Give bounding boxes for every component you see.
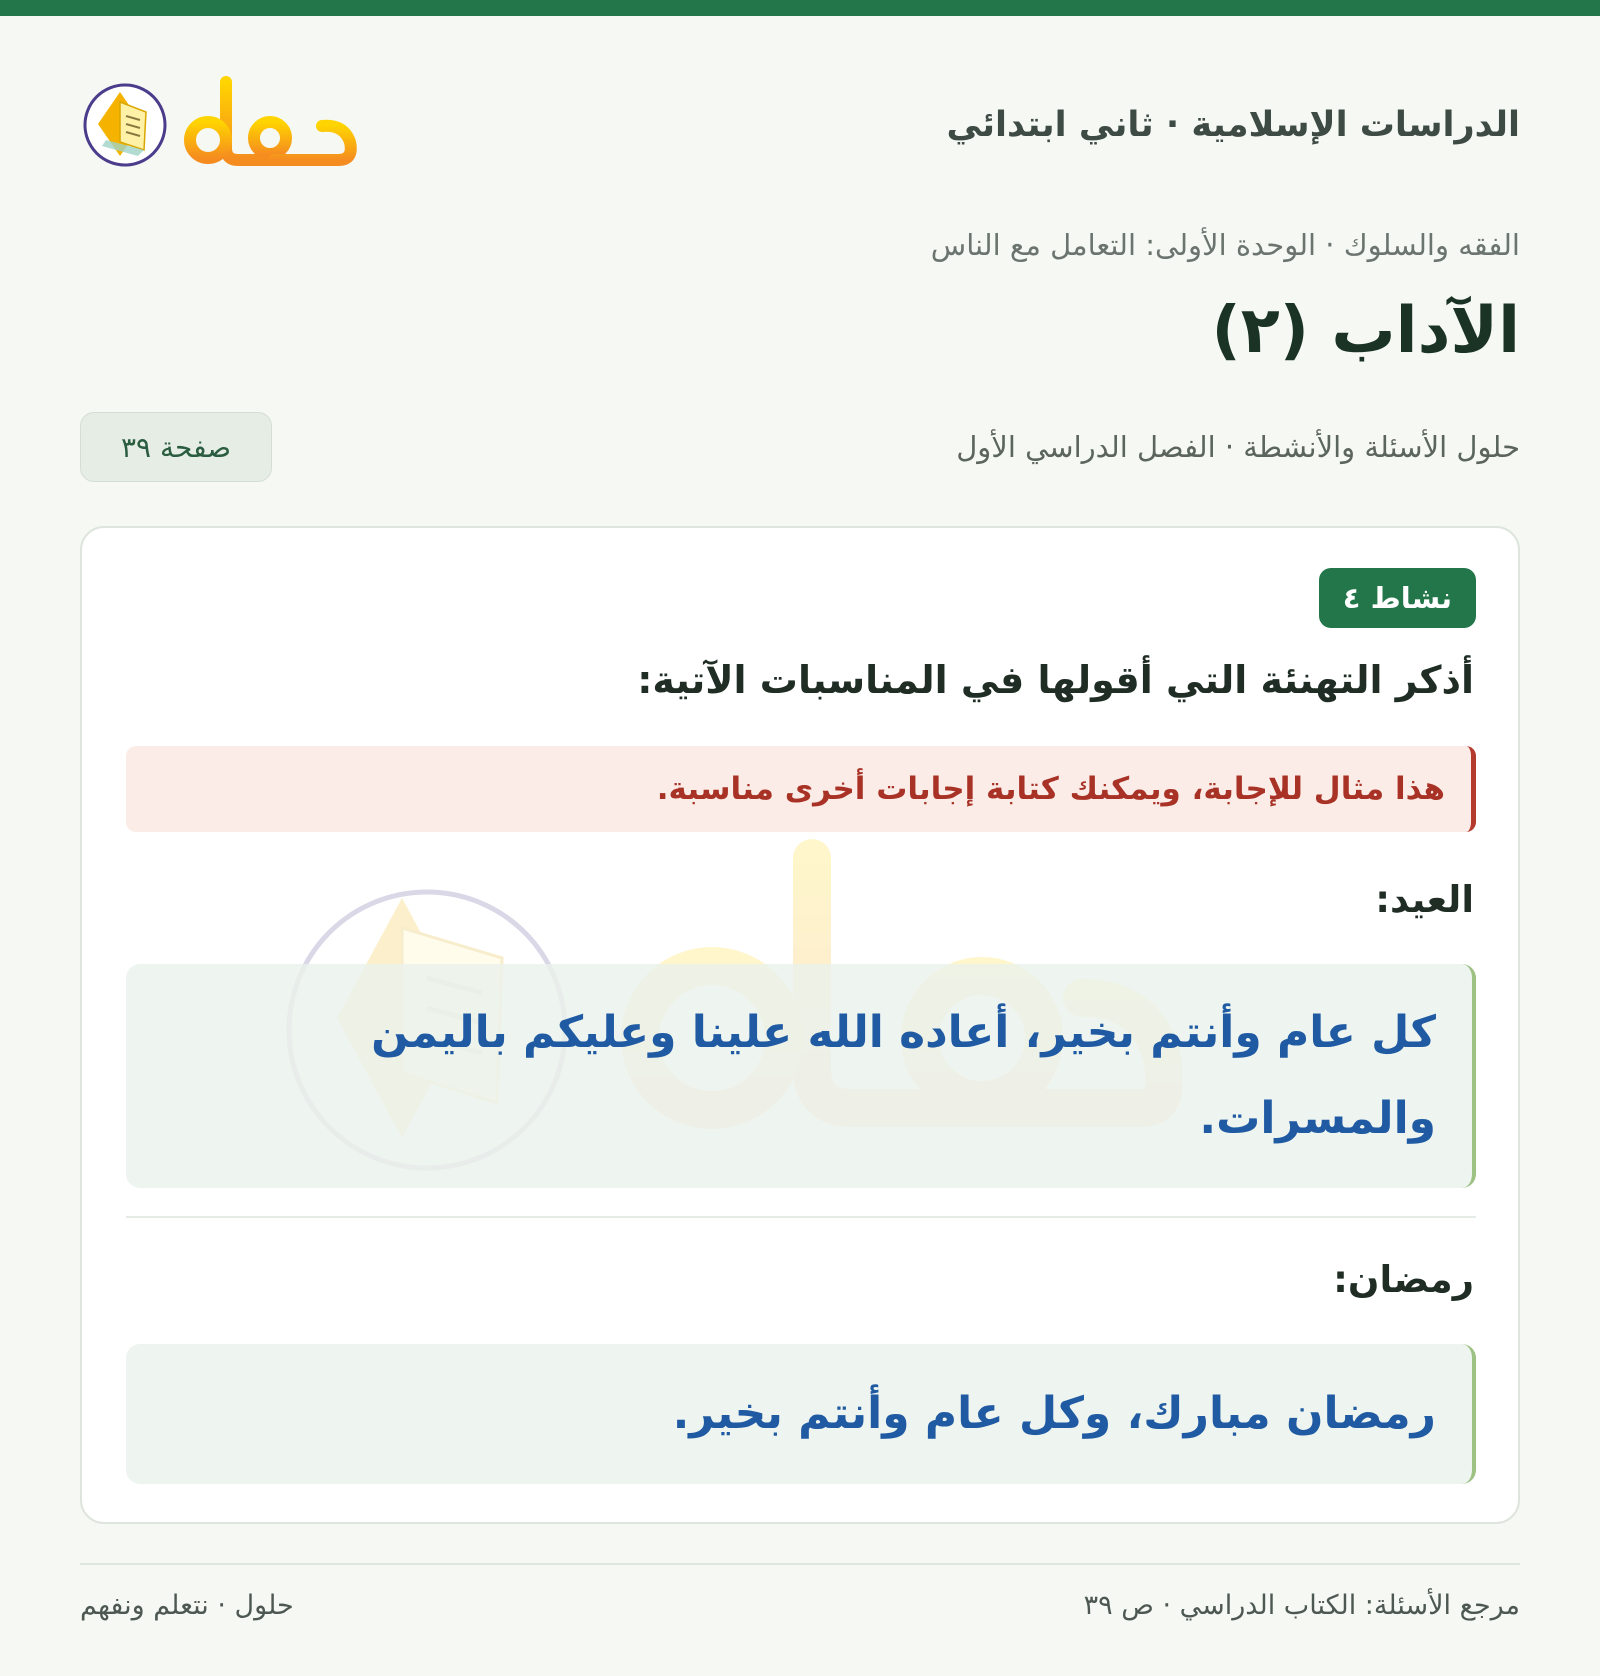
book-emblem-icon [80, 80, 170, 170]
site-logo[interactable] [80, 70, 358, 180]
answer-box-eid [126, 964, 1476, 1188]
activity-card [80, 526, 1520, 1524]
answer-box-ramadan [126, 1344, 1476, 1484]
activity-question: أذكر التهنئة التي أقولها في المناسبات الآتية: [637, 658, 1474, 702]
divider [126, 1216, 1476, 1218]
footer-reference: مرجع الأسئلة: الكتاب الدراسي · ص ٣٩ [1083, 1590, 1520, 1621]
subject-title: الدراسات الإسلامية · ثاني ابتدائي [946, 105, 1520, 145]
breadcrumb[interactable]: الفقه والسلوك · الوحدة الأولى: التعامل مع الناس [930, 228, 1520, 262]
section-label: حلول الأسئلة والأنشطة · الفصل الدراسي الأول [956, 430, 1520, 464]
answer-text-ramadan: رمضان مبارك، وكل عام وأنتم بخير. [672, 1388, 1436, 1439]
occasion-label-eid: العيد: [1375, 878, 1474, 921]
answer-text-eid: كل عام وأنتم بخير، أعاده الله علينا وعليكم باليمن والمسرات. [371, 1007, 1436, 1144]
page-title: الآداب (٢) [1211, 294, 1520, 368]
answer-note: هذا مثال للإجابة، ويمكنك كتابة إجابات أخرى مناسبة. [126, 746, 1476, 832]
footer-brand[interactable]: حلول · نتعلم ونفهم [80, 1590, 294, 1621]
page-number-badge: صفحة ٣٩ [80, 412, 272, 482]
logo-wordmark [178, 70, 358, 180]
page-footer [80, 1590, 1520, 1621]
activity-badge: نشاط ٤ [1319, 568, 1476, 628]
lesson-meta-row [80, 412, 1520, 482]
page-header [80, 70, 1520, 180]
footer-divider [80, 1563, 1520, 1565]
occasion-label-ramadan: رمضان: [1333, 1258, 1474, 1301]
top-accent-bar [0, 0, 1600, 16]
